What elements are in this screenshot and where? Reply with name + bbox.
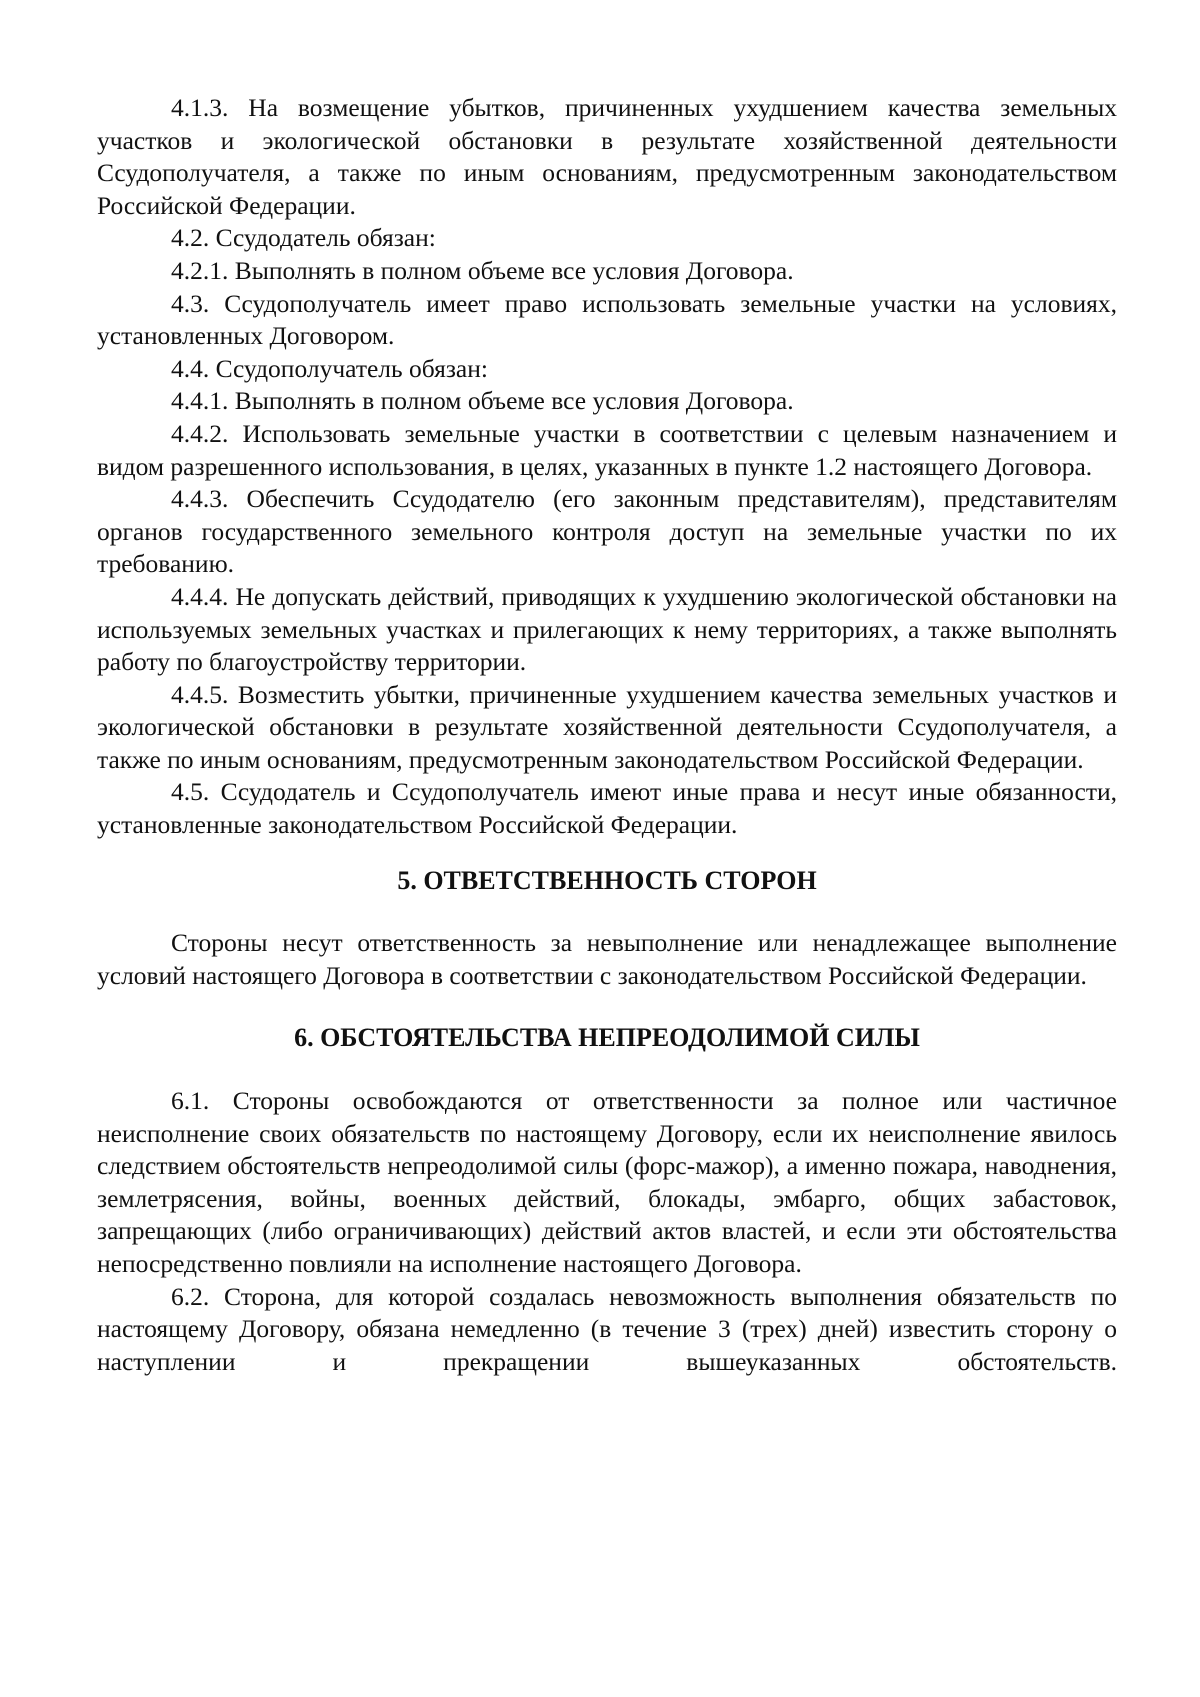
clause-4-5: 4.5. Ссудодатель и Ссудополучатель имеют иные права и несут иные обязанности, установленные законодательством Российской Федерации.: [97, 777, 1117, 840]
clause-4-1-3: 4.1.3. На возмещение убытков, причиненных ухудшением качества земельных участков и экологической обстановки в результате хозяйственной деятельности Ссудополучателя, а также по иным основаниям, предусмотренным законодательством Российской Федерации.: [97, 93, 1117, 220]
clause-4-4-4: 4.4.4. Не допускать действий, приводящих к ухудшению экологической обстановки на используемых земельных участках и прилегающих к нему территориях, а также выполнять работу по благоустройству территории.: [97, 581, 1117, 677]
section-6-heading: 6. ОБСТОЯТЕЛЬСТВА НЕПРЕОДОЛИМОЙ СИЛЫ: [294, 1023, 920, 1053]
clause-4-2-1: 4.2.1. Выполнять в полном объеме все условия Договора.: [171, 255, 794, 285]
clause-4-4-2: 4.4.2. Использовать земельные участки в соответствии с целевым назначением и видом разрешенного использования, в целях, указанных в пункте 1.2 настоящего Договора.: [97, 418, 1117, 481]
clause-4-4-5: 4.4.5. Возместить убытки, причиненные ухудшением качества земельных участков и экологической обстановки в результате хозяйственной деятельности Ссудополучателя, а также по иным основаниям, предусмотренным законодательством Российской Федерации.: [97, 679, 1117, 774]
clause-4-4-1: 4.4.1. Выполнять в полном объеме все условия Договора.: [171, 386, 794, 416]
clause-4-4: 4.4. Ссудополучатель обязан:: [171, 353, 488, 383]
document-page: [97, 92, 1117, 1378]
clause-4-4-3: 4.4.3. Обеспечить Ссудодателю (его законным представителям), представителям органов государственного земельного контроля доступ на земельные участки по их требованию.: [97, 484, 1117, 579]
section-5-text: Стороны несут ответственность за невыполнение или ненадлежащее выполнение условий настоящего Договора в соответствии с законодательством Российской Федерации.: [97, 928, 1117, 990]
clause-4-3: 4.3. Ссудополучатель имеет право использовать земельные участки на условиях, установленных Договором.: [97, 288, 1117, 351]
clause-6-1: 6.1. Стороны освобождаются от ответственности за полное или частичное неисполнение своих обязательств по настоящему Договору, если их неисполнение явилось следствием обстоятельств непреодолимой силы (форс-мажор), а именно пожара, наводнения, землетрясения, войны, военных действий, блокады, эмбарго, общих забастовок, запрещающих (либо ограничивающих) действий актов властей, и если эти обстоятельства непосредственно повлияли на исполнение настоящего Договора.: [97, 1086, 1117, 1278]
clause-6-2: 6.2. Сторона, для которой создалась невозможность выполнения обязательств по настоящему Договору, обязана немедленно (в течение 3 (трех) дней) известить сторону о наступлении и прекращении вышеуказанных обстоятельств.: [97, 1281, 1117, 1376]
clause-4-2: 4.2. Ссудодатель обязан:: [171, 223, 436, 253]
section-5-heading: 5. ОТВЕТСТВЕННОСТЬ СТОРОН: [397, 865, 817, 895]
